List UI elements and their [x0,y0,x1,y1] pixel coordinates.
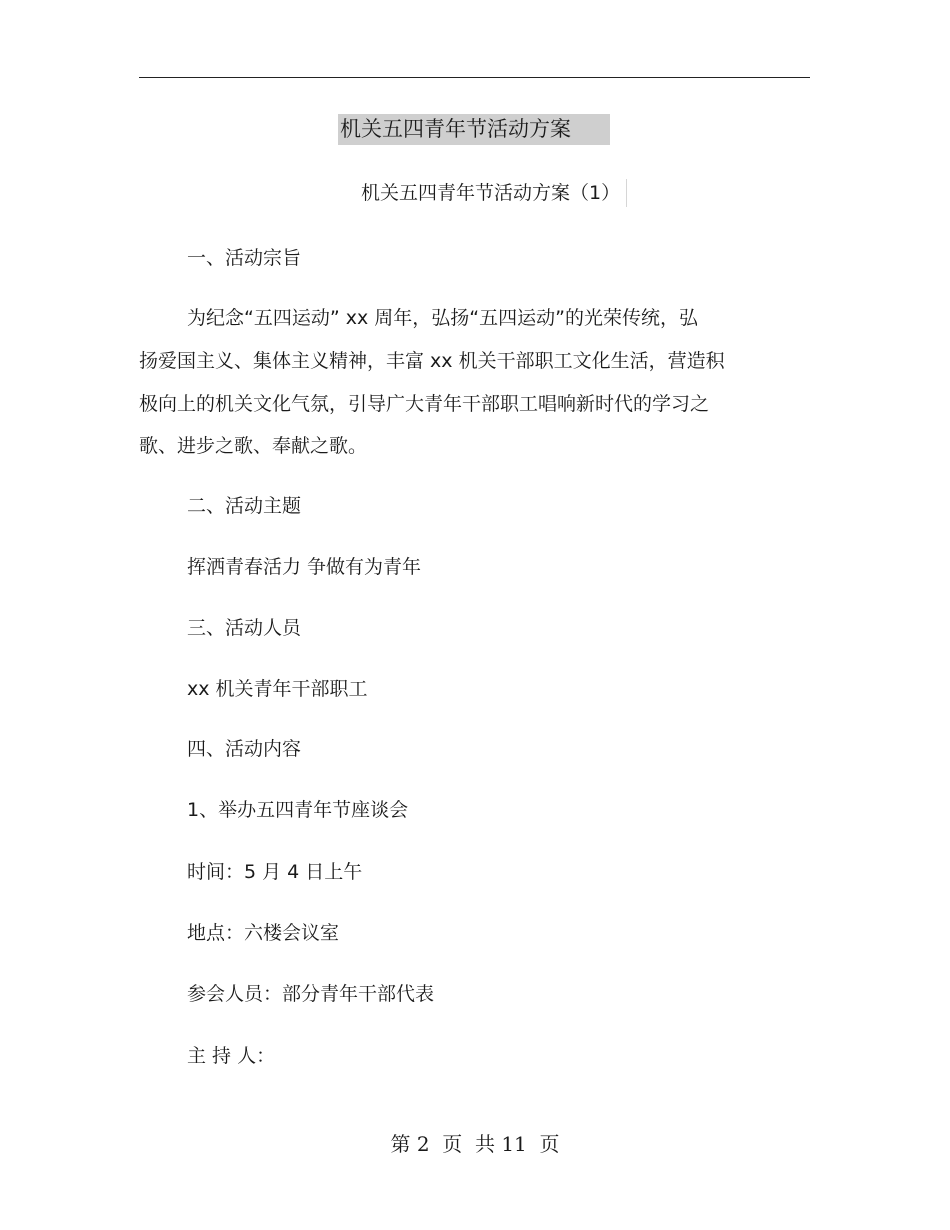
meeting-time: 时间：5 月 4 日上午 [187,861,363,883]
document-title: 机关五四青年节活动方案 [338,114,610,145]
theme-text: 挥洒青春活力 争做有为青年 [187,556,422,578]
paragraph-line: 为纪念“五四运动” xx 周年，弘扬“五四运动”的光荣传统，弘 [187,307,698,329]
meeting-location: 地点：六楼会议室 [187,922,340,944]
section-heading-purpose: 一、活动宗旨 [187,247,302,269]
page-number-footer: 第 2 页 共 11 页 [390,1132,560,1156]
header-rule [139,77,810,78]
paragraph-line: 极向上的机关文化气氛，引导广大青年干部职工唱响新时代的学习之 [139,393,710,415]
section-heading-content: 四、活动内容 [187,738,302,760]
meeting-host: 主 持 人： [187,1045,276,1067]
paragraph-line: 歌、进步之歌、奉献之歌。 [139,435,368,457]
section-heading-participants: 三、活动人员 [187,617,302,639]
paragraph-line: 扬爱国主义、集体主义精神，丰富 xx 机关干部职工文化生活，营造积 [139,350,725,372]
section-heading-theme: 二、活动主题 [187,495,302,517]
document-subtitle: 机关五四青年节活动方案（1） [361,179,627,207]
meeting-attendees: 参会人员：部分青年干部代表 [187,983,435,1005]
participants-text: xx 机关青年干部职工 [187,678,368,700]
content-item-1: 1、举办五四青年节座谈会 [187,799,409,821]
